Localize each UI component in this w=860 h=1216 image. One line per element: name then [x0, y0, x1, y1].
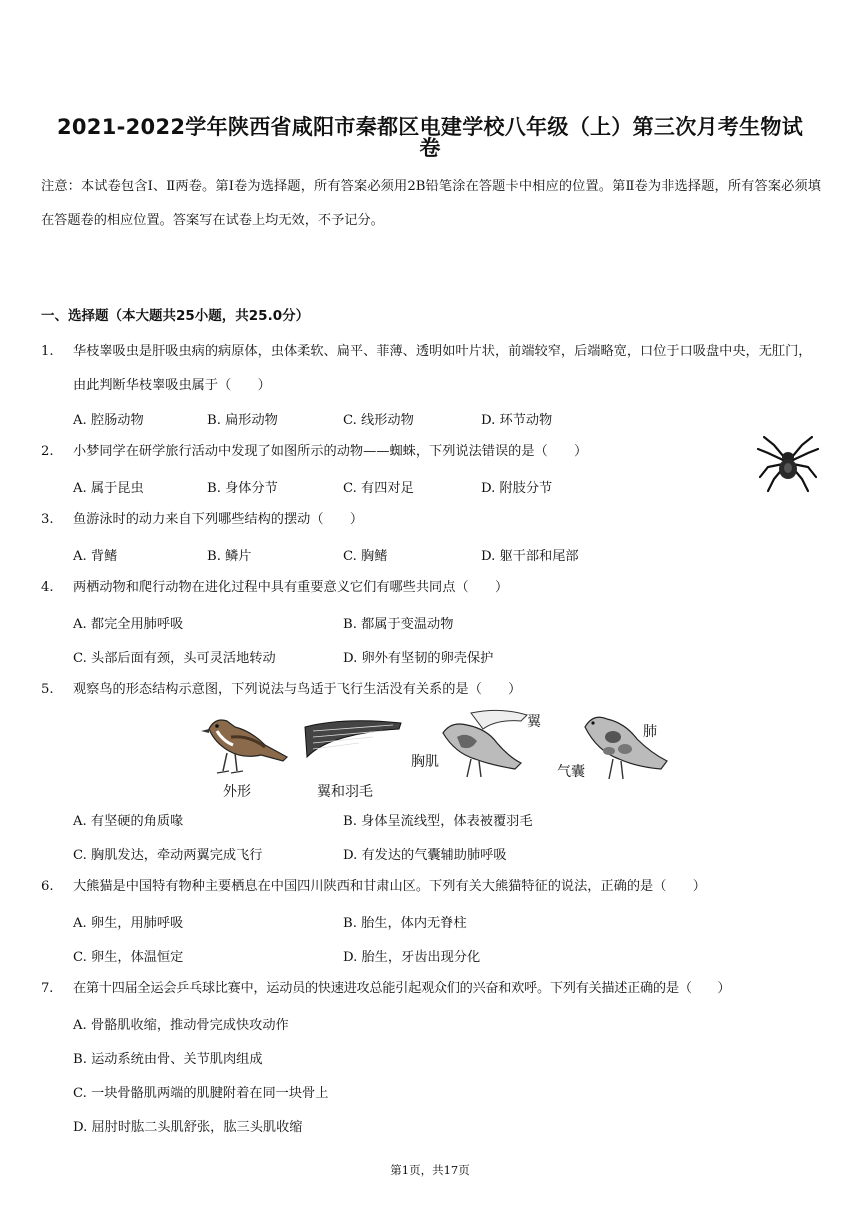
question-1 — [41, 335, 821, 403]
question-number: 1. — [41, 344, 54, 359]
option-d[interactable]: D. 卵外有坚韧的卵壳保护 — [343, 651, 494, 666]
option-c[interactable]: C. 胸肌发达，牵动两翼完成飞行 — [73, 848, 263, 863]
option-c[interactable]: C. 一块骨骼肌两端的肌腱附着在同一块骨上 — [73, 1086, 329, 1101]
question-2 — [41, 435, 741, 469]
question-5 — [41, 673, 821, 707]
option-d[interactable]: D. 环节动物 — [481, 413, 553, 428]
lung-airsac-image — [575, 707, 671, 787]
section-title: 一、选择题（本大题共25小题，共25.0分） — [41, 308, 310, 324]
spider-image — [756, 433, 820, 493]
chest-muscle-image — [431, 703, 531, 783]
exam-title-line1: 2021-2022学年陕西省咸阳市秦都区电建学校八年级（上）第三次月考生物试 — [56, 115, 803, 139]
page-footer: 第1页，共17页 — [390, 1163, 470, 1177]
option-c[interactable]: C. 胸鳍 — [343, 549, 388, 564]
question-number: 5. — [41, 682, 54, 697]
title-tail: 卷 — [419, 136, 441, 160]
label-chest-muscle: 胸肌 — [411, 754, 439, 770]
question-text: 两栖动物和爬行动物在进化过程中具有重要意义它们有哪些共同点（ ） — [73, 580, 509, 595]
option-a[interactable]: A. 属于昆虫 — [73, 481, 144, 496]
option-d[interactable]: D. 屈肘时肱二头肌舒张，肱三头肌收缩 — [73, 1120, 303, 1135]
option-a[interactable]: A. 有坚硬的角质喙 — [73, 814, 184, 829]
question-number: 4. — [41, 580, 54, 595]
question-number: 7. — [41, 981, 53, 996]
option-c[interactable]: C. 线形动物 — [343, 413, 414, 428]
option-b[interactable]: B. 鳞片 — [207, 549, 252, 564]
wing-feather-image — [303, 717, 403, 767]
question-3 — [41, 503, 821, 537]
question-number: 2. — [41, 444, 54, 459]
question-6 — [41, 870, 821, 904]
label-lung: 肺 — [643, 724, 657, 740]
option-a[interactable]: A. 腔肠动物 — [73, 413, 144, 428]
option-d[interactable]: D. 胎生，牙齿出现分化 — [343, 950, 481, 965]
option-a[interactable]: A. 骨骼肌收缩，推动骨完成快攻动作 — [73, 1018, 289, 1033]
option-a[interactable]: A. 都完全用肺呼吸 — [73, 617, 184, 632]
label-wing-feathers: 翼和羽毛 — [317, 784, 373, 800]
option-a[interactable]: A. 卵生，用肺呼吸 — [73, 916, 184, 931]
question-text: 华枝睾吸虫是肝吸虫病的病原体，虫体柔软、扁平、菲薄、透明如叶片状，前端较窄，后端略宽，口位于口吸盘中央，无肛门，由此判断华枝睾吸虫属于（ ） — [73, 344, 812, 393]
bird-outline-image — [195, 707, 291, 779]
question-7 — [41, 972, 821, 1006]
option-d[interactable]: D. 附肢分节 — [481, 481, 553, 496]
option-b[interactable]: B. 都属于变温动物 — [343, 617, 454, 632]
exam-notice: 注意：本试卷包含Ⅰ、Ⅱ两卷。第Ⅰ卷为选择题，所有答案必须用2B铅笔涂在答题卡中相应的位置。第Ⅱ卷为非选择题，所有答案必须填在答题卷的相应位置。答案写在试卷上均无效，不予记分。 — [41, 179, 821, 228]
question-text: 小梦同学在研学旅行活动中发现了如图所示的动物——蜘蛛，下列说法错误的是（ ） — [73, 444, 588, 459]
label-air-sac: 气囊 — [557, 764, 585, 780]
option-c[interactable]: C. 有四对足 — [343, 481, 414, 496]
exam-title-line2-visible — [30, 132, 830, 162]
label-outline: 外形 — [223, 784, 251, 800]
option-b[interactable]: B. 扁形动物 — [207, 413, 278, 428]
option-a[interactable]: A. 背鳍 — [73, 549, 118, 564]
label-wing: 翼 — [527, 714, 541, 730]
option-c[interactable]: C. 卵生，体温恒定 — [73, 950, 184, 965]
question-text: 鱼游泳时的动力来自下列哪些结构的摆动（ ） — [73, 512, 364, 527]
option-b[interactable]: B. 胎生，体内无脊柱 — [343, 916, 467, 931]
bird-structure-figure — [195, 703, 675, 803]
question-text: 大熊猫是中国特有物种主要栖息在中国四川陕西和甘肃山区。下列有关大熊猫特征的说法，正确的是（ ） — [73, 879, 706, 894]
question-text: 在第十四届全运会乒乓球比赛中，运动员的快速进攻总能引起观众们的兴奋和欢呼。下列有关描述正确的是（ ） — [73, 981, 731, 996]
question-text: 观察鸟的形态结构示意图，下列说法与鸟适于飞行生活没有关系的是（ ） — [73, 682, 522, 697]
option-b[interactable]: B. 身体呈流线型，体表被覆羽毛 — [343, 814, 533, 829]
question-number: 6. — [41, 879, 54, 894]
question-4 — [41, 571, 821, 605]
option-b[interactable]: B. 身体分节 — [207, 481, 278, 496]
option-d[interactable]: D. 有发达的气囊辅助肺呼吸 — [343, 848, 507, 863]
question-number: 3. — [41, 512, 54, 527]
option-d[interactable]: D. 躯干部和尾部 — [481, 549, 579, 564]
option-b[interactable]: B. 运动系统由骨、关节肌肉组成 — [73, 1052, 263, 1067]
option-c[interactable]: C. 头部后面有颈，头可灵活地转动 — [73, 651, 276, 666]
